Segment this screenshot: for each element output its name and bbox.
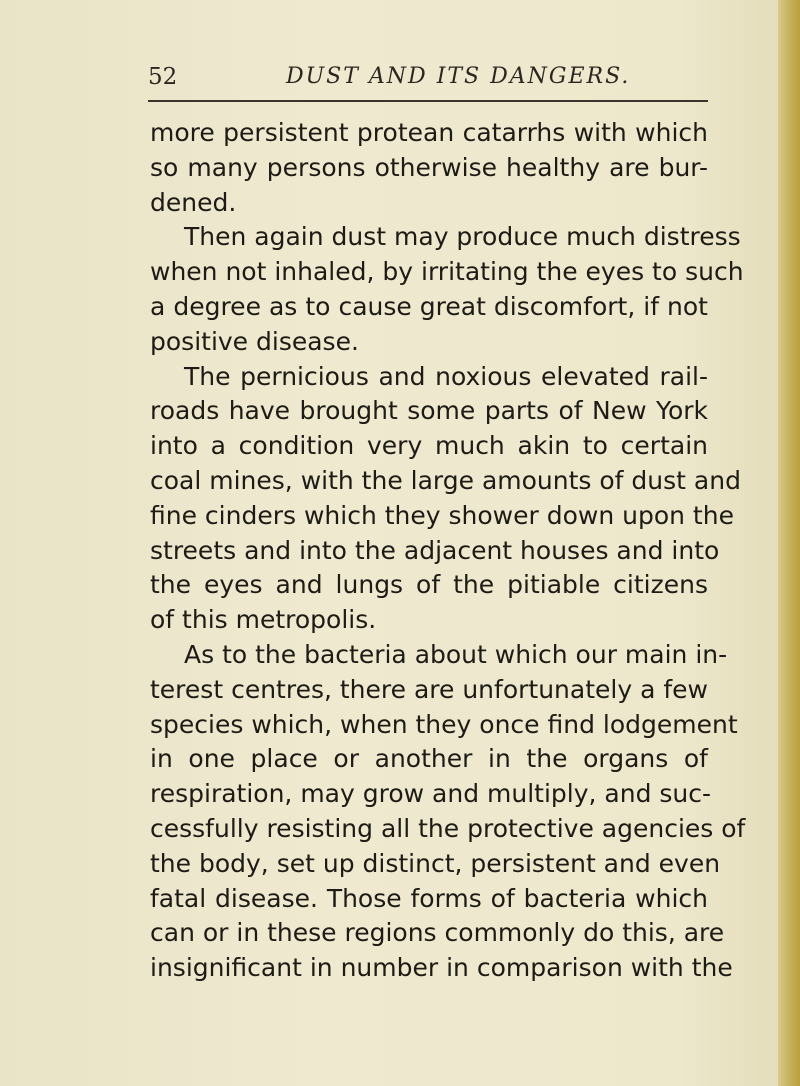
text-line: more persistent protean catarrhs with which xyxy=(150,118,708,147)
body-text xyxy=(150,116,746,986)
text-line: so many persons otherwise healthy are bur- xyxy=(150,152,708,182)
text-line: dened. xyxy=(150,187,237,217)
text-line: fatal disease. Those forms of bacteria which xyxy=(150,883,708,913)
text-line: positive disease. xyxy=(150,326,359,356)
text-line: a degree as to cause great discomfort, if not xyxy=(150,291,708,321)
text-line: the eyes and lungs of the pitiable citizens xyxy=(150,570,708,600)
text-line: The pernicious and noxious elevated rail- xyxy=(184,361,708,391)
text-line: in one place or another in the organs of xyxy=(150,744,708,774)
running-title: DUST AND ITS DANGERS. xyxy=(286,64,631,89)
text-line: respiration, may grow and multiply, and suc- xyxy=(150,779,712,809)
text-line: when not inhaled, by irritating the eyes to such xyxy=(150,257,744,287)
text-line: coal mines, with the large amounts of dust and xyxy=(150,465,741,495)
page-edge xyxy=(778,0,800,1086)
text-line: terest centres, there are unfortunately a few xyxy=(150,674,708,704)
header-rule xyxy=(148,100,708,102)
text-line: the body, set up distinct, persistent and even xyxy=(150,848,721,878)
text-line: streets and into the adjacent houses and into xyxy=(150,535,720,565)
text-line: fine cinders which they shower down upon the xyxy=(150,500,734,530)
text-line: species which, when they once find lodgement xyxy=(150,709,738,739)
text-line: into a condition very much akin to certain xyxy=(150,431,708,461)
text-line: insignificant in number in comparison with the xyxy=(150,953,733,983)
text-line: Then again dust may produce much distress xyxy=(184,222,741,252)
text-line: As to the bacteria about which our main in- xyxy=(184,639,728,669)
text-line: can or in these regions commonly do this, are xyxy=(150,918,725,948)
running-head xyxy=(148,64,708,100)
text-line: cessfully resisting all the protective agencies of xyxy=(150,813,746,843)
text-line: roads have brought some parts of New York xyxy=(150,396,708,426)
page-number: 52 xyxy=(148,64,178,90)
text-line: of this metropolis. xyxy=(150,605,377,635)
